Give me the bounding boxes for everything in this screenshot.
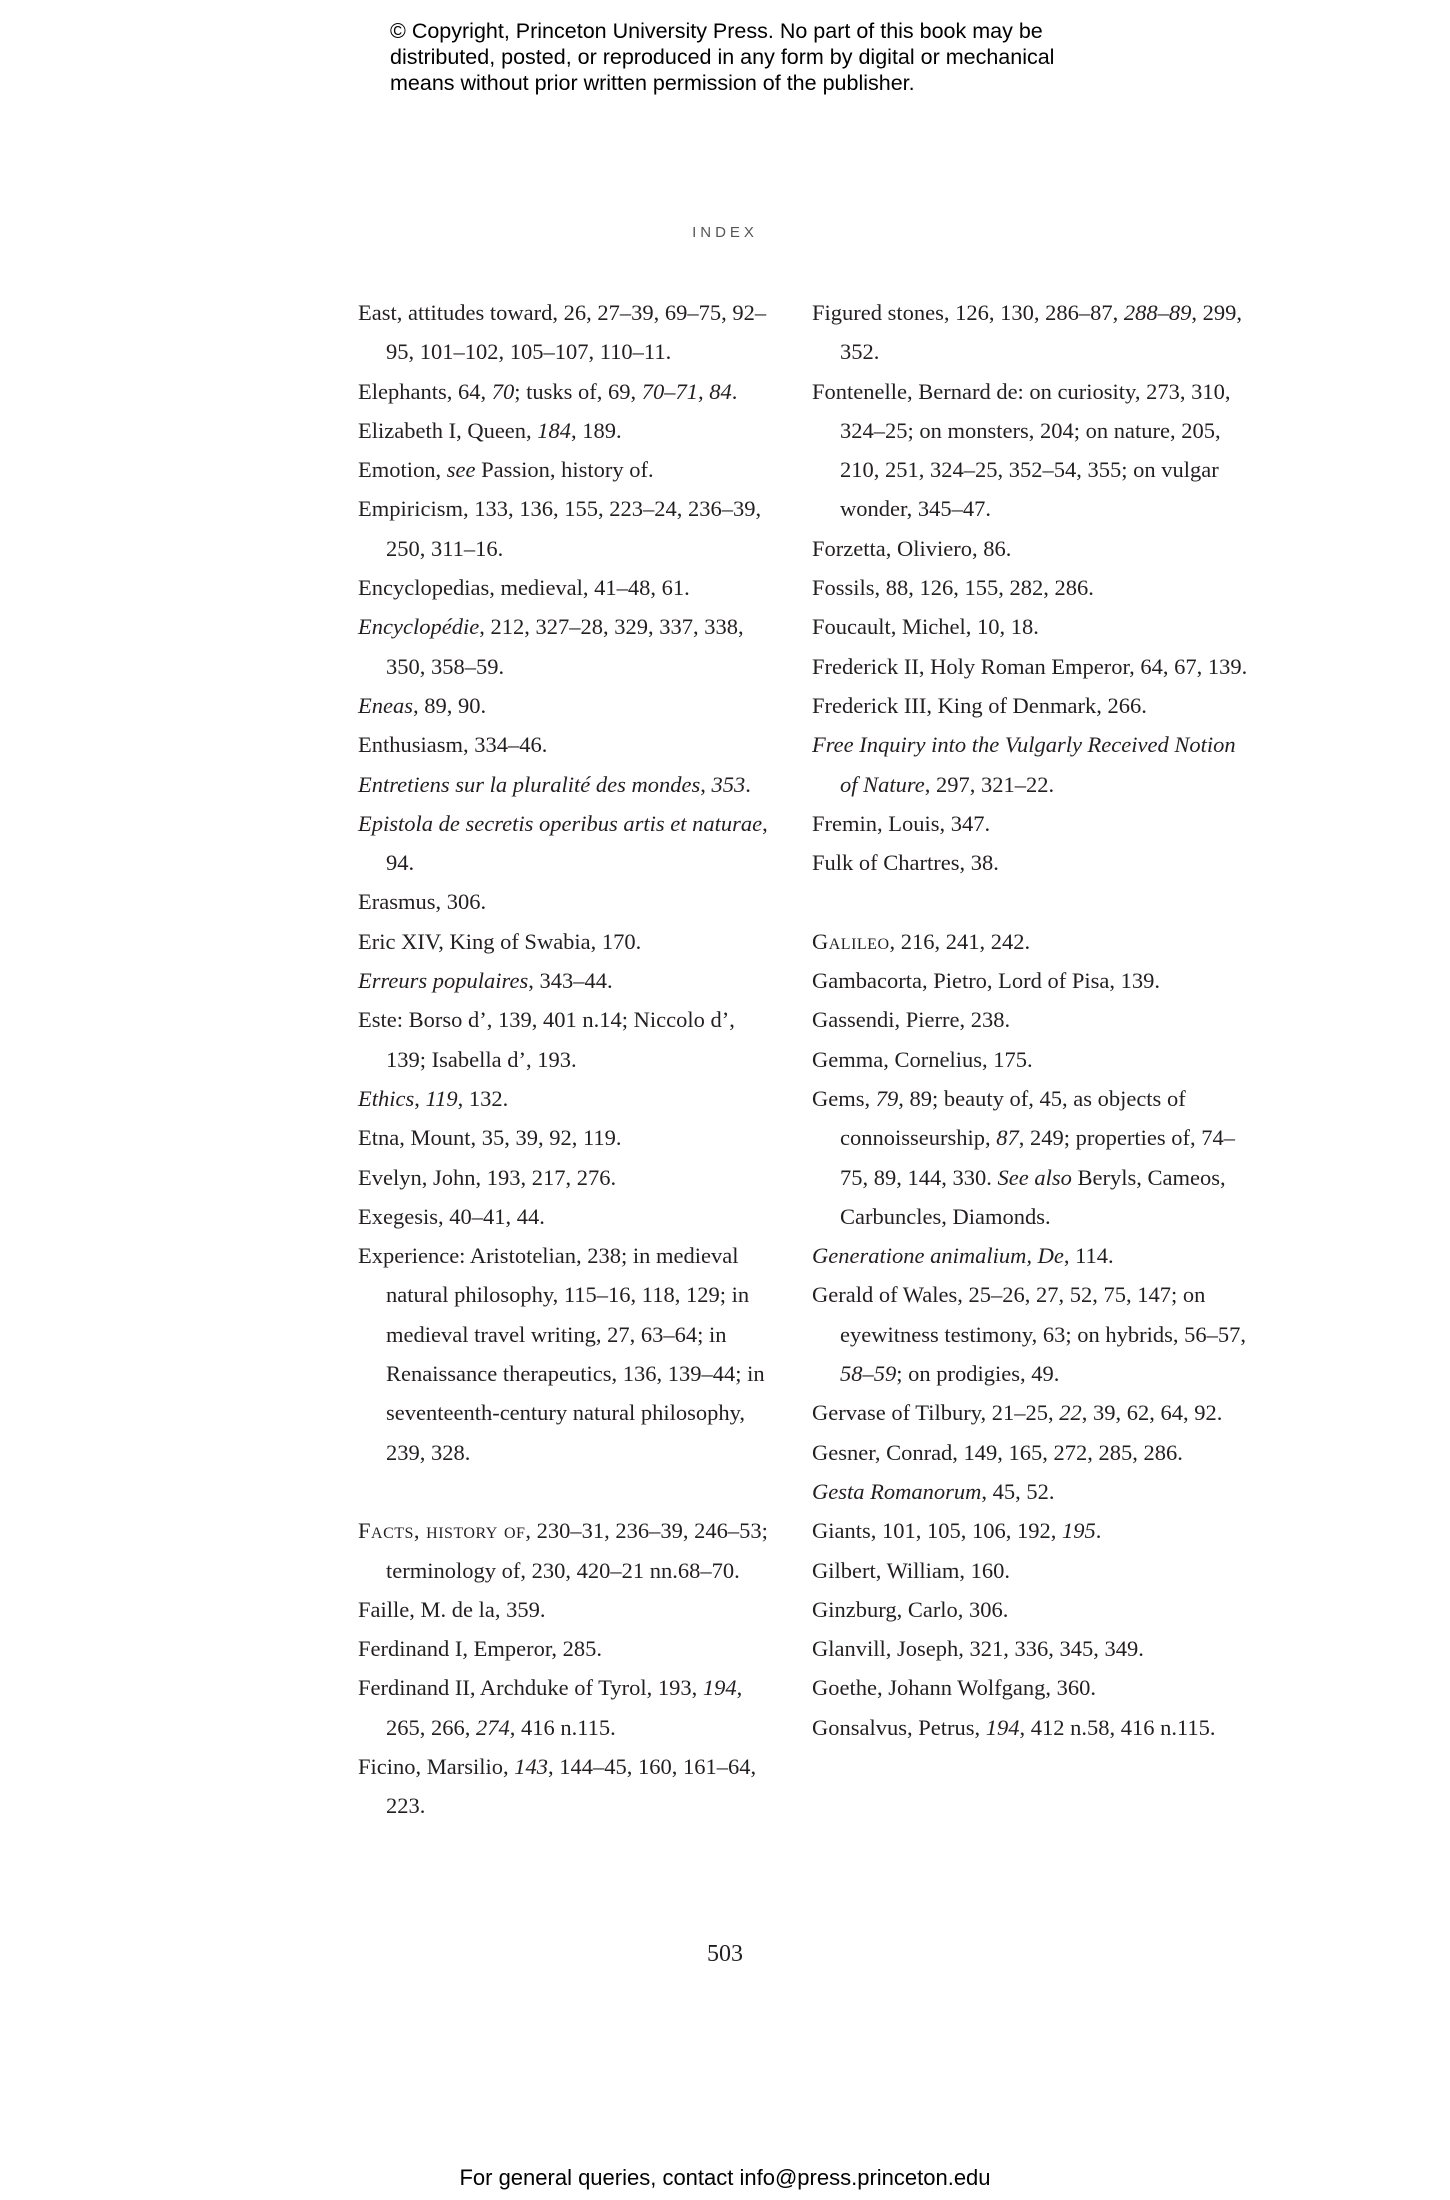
index-entry — [358, 568, 778, 607]
index-entry — [812, 1511, 1252, 1550]
index-entry — [358, 1747, 778, 1826]
index-entry-text: 70 — [491, 378, 515, 404]
index-entry-text: Ficino, Marsilio, — [358, 1753, 515, 1779]
index-entry-text: 353 — [711, 771, 746, 797]
index-entry — [358, 1511, 778, 1590]
index-entry-text: Faille, M. de la, 359. — [358, 1596, 546, 1622]
index-entry-text: Gilbert, William, 160. — [812, 1557, 1011, 1583]
index-entry-text: Goethe, Johann Wolfgang, 360. — [812, 1675, 1096, 1701]
index-entry-text: , 297, 321–22. — [924, 771, 1055, 797]
index-entry-text: , 132. — [457, 1085, 509, 1111]
index-entry — [812, 1551, 1252, 1590]
index-entry-text: Ferdinand I, Emperor, 285. — [358, 1636, 603, 1662]
index-entry-text: Ethics — [358, 1085, 415, 1111]
index-entry-text: 70–71, 84 — [641, 378, 732, 404]
index-entry-text: 194 — [702, 1675, 737, 1701]
index-entry-text: Gambacorta, Pietro, Lord of Pisa, 139. — [812, 968, 1161, 994]
index-entry-text: 194 — [985, 1714, 1020, 1740]
index-entry-text: Elizabeth I, Queen, — [358, 417, 538, 443]
index-entry-text: Etna, Mount, 35, 39, 92, 119. — [358, 1125, 622, 1151]
running-head: INDEX — [692, 224, 758, 241]
index-entry — [812, 607, 1252, 646]
index-entry-text: Gervase of Tilbury, 21–25, — [812, 1400, 1060, 1426]
index-entry-text: , 299, 352. — [840, 300, 1242, 365]
index-entry-text: Evelyn, John, 193, 217, 276. — [358, 1164, 617, 1190]
index-entry — [812, 1000, 1252, 1039]
index-entry — [812, 1236, 1252, 1275]
index-entry-text: Ferdinand II, Archduke of Tyrol, 193, — [358, 1675, 703, 1701]
index-entry-text: Beryls, Cameos, Carbuncles, Diamonds. — [840, 1164, 1226, 1229]
index-entry — [812, 686, 1252, 725]
index-entry-text: . — [1095, 1518, 1102, 1544]
index-entry — [358, 1000, 778, 1079]
index-entry — [358, 882, 778, 921]
index-entry — [812, 1079, 1252, 1236]
index-entry — [812, 1275, 1252, 1393]
index-entry-text: 119 — [425, 1085, 458, 1111]
index-entry-text: Encyclopédie — [358, 614, 480, 640]
index-entry-text: , 89, 90. — [413, 692, 487, 718]
index-entry-text: Gems, — [812, 1085, 876, 1111]
index-entry-text: Gassendi, Pierre, 238. — [812, 1007, 1011, 1033]
index-entry-text: Generatione animalium, De — [812, 1243, 1064, 1269]
index-entry-text: , — [414, 1085, 426, 1111]
index-entry-text: Erreurs populaires — [358, 968, 529, 994]
index-entry — [812, 922, 1252, 961]
index-entry-text: 288–89 — [1123, 300, 1192, 325]
index-entry — [358, 1236, 778, 1472]
index-entry-text: ; tusks of, 69, — [514, 378, 642, 404]
index-entry — [358, 411, 778, 450]
index-entry — [812, 843, 1252, 882]
index-entry-text: Epistola de secretis operibus artis et naturae — [358, 810, 763, 836]
index-entry-text: . — [745, 771, 751, 797]
index-entry — [812, 1393, 1252, 1432]
index-entry-text: Galileo — [812, 928, 890, 954]
index-entry-text: Este: Borso d’, 139, 401 n.14; Niccolo d’, 139; Isabella d’, 193. — [358, 1007, 735, 1072]
index-entry — [812, 293, 1252, 372]
index-entry — [358, 1118, 778, 1157]
index-entry — [358, 450, 778, 489]
index-entry-text: See also — [997, 1164, 1072, 1190]
index-entry — [812, 372, 1252, 529]
index-entry — [358, 1079, 778, 1118]
index-entry-text: Fossils, 88, 126, 155, 282, 286. — [812, 575, 1094, 601]
index-entry-text: ; on prodigies, 49. — [896, 1361, 1060, 1387]
index-entry — [812, 804, 1252, 843]
index-entry-text: Fulk of Chartres, 38. — [812, 850, 999, 876]
copyright-line: distributed, posted, or reproduced in any form by digital or mechanical — [390, 45, 1055, 69]
index-entry-text: , — [700, 771, 712, 797]
index-entry-text: 184 — [537, 417, 572, 443]
index-entry-text: Empiricism, 133, 136, 155, 223–24, 236–39, 250, 311–16. — [358, 496, 762, 561]
index-entry-text: Forzetta, Oliviero, 86. — [812, 535, 1012, 561]
index-entry-text: Fontenelle, Bernard de: on curiosity, 273, 310, 324–25; on monsters, 204; on nature, 205, 210, 251, 324–25, 352–54, 355; on vulgar wonder, 345–47. — [812, 378, 1231, 522]
index-entry-text: 22 — [1059, 1400, 1082, 1426]
index-entry-text: Eneas — [358, 692, 413, 718]
index-column-left — [358, 293, 778, 1826]
index-entry-text: Figured stones, 126, 130, 286–87, — [812, 300, 1124, 325]
index-entry-text: Ginzburg, Carlo, 306. — [812, 1596, 1009, 1622]
index-entry — [812, 1433, 1252, 1472]
index-entry-text: , 265, 266, — [386, 1675, 743, 1740]
index-entry-text: Gesta Romanorum — [812, 1478, 982, 1504]
index-entry-text: Gesner, Conrad, 149, 165, 272, 285, 286. — [812, 1439, 1183, 1465]
index-entry-text: Experience: Aristotelian, 238; in medieval natural philosophy, 115–16, 118, 129; in medieval travel writing, 27, 63–64; in Renaissance therapeutics, 136, 139–44; in seventeenth-century natural philosophy, 239, 328. — [358, 1243, 765, 1465]
index-entry-text: Free Inquiry into the Vulgarly Received Notion of Nature — [812, 732, 1236, 797]
index-entry-text: Gerald of Wales, 25–26, 27, 52, 75, 147; on eyewitness testimony, 63; on hybrids, 56–57, — [812, 1282, 1247, 1347]
index-entry-text: Encyclopedias, medieval, 41–48, 61. — [358, 575, 690, 601]
index-entry-text: 79 — [875, 1085, 899, 1111]
index-entry — [358, 489, 778, 568]
index-entry — [358, 293, 778, 372]
index-entry — [812, 1629, 1252, 1668]
index-entry-text: , 189. — [571, 417, 622, 443]
index-entry-text: 143 — [514, 1753, 548, 1779]
index-entry-text: . — [731, 378, 738, 404]
index-entry-text: , 144–45, 160, 161–64, 223. — [386, 1753, 757, 1819]
index-entry — [358, 961, 778, 1000]
index-entry — [358, 1197, 778, 1236]
index-entry-text: East, attitudes toward, 26, 27–39, 69–75, 92–95, 101–102, 105–107, 110–11. — [358, 300, 767, 365]
index-entry-text: 195 — [1062, 1518, 1096, 1544]
letter-group-gap — [358, 1472, 778, 1511]
copyright-line: © Copyright, Princeton University Press. No part of this book may be — [390, 19, 1043, 43]
index-entry — [358, 1629, 778, 1668]
letter-group-gap — [812, 882, 1252, 921]
index-entry — [358, 804, 778, 883]
index-entry — [812, 529, 1252, 568]
index-entry-text: Giants, 101, 105, 106, 192, — [812, 1518, 1062, 1544]
footer-contact: For general queries, contact info@press.princeton.edu — [459, 2165, 991, 2190]
index-entry-text: Gonsalvus, Petrus, — [812, 1714, 986, 1740]
index-entry-text: Foucault, Michel, 10, 18. — [812, 614, 1039, 640]
index-entry-text: , 412 n.58, 416 n.115. — [1019, 1714, 1216, 1740]
index-entry-text: Eric XIV, King of Swabia, 170. — [358, 928, 642, 954]
index-entry-text: 274 — [476, 1714, 510, 1740]
index-entry-text: Exegesis, 40–41, 44. — [358, 1203, 545, 1229]
index-entry-text: , 416 n.115. — [509, 1714, 616, 1740]
index-entry-text: Emotion, — [358, 457, 447, 483]
index-entry-text: see — [446, 457, 476, 483]
index-entry — [812, 1040, 1252, 1079]
index-entry-text: , 114. — [1063, 1243, 1114, 1269]
index-entry — [358, 686, 778, 725]
index-column-right — [812, 293, 1252, 1747]
index-entry-text: 58–59 — [840, 1361, 897, 1387]
index-entry — [358, 725, 778, 764]
copyright-notice — [390, 18, 1150, 96]
index-entry — [812, 647, 1252, 686]
index-entry-text: , 230–31, 236–39, 246–53; terminology of, 230, 420–21 nn.68–70. — [386, 1518, 768, 1583]
index-entry-text: Enthusiasm, 334–46. — [358, 732, 548, 758]
page-number: 503 — [707, 1941, 743, 1967]
index-entry-text: , 343–44. — [528, 968, 613, 994]
copyright-line: means without prior written permission of the publisher. — [390, 71, 915, 95]
index-entry-text: Elephants, 64, — [358, 378, 492, 404]
index-entry — [358, 372, 778, 411]
index-entry-text: , 212, 327–28, 329, 337, 338, 350, 358–59. — [386, 614, 744, 679]
index-entry-text: Glanvill, Joseph, 321, 336, 345, 349. — [812, 1636, 1144, 1662]
index-entry — [358, 1590, 778, 1629]
index-entry — [358, 607, 778, 686]
index-entry — [358, 1668, 778, 1747]
index-entry-text: , 89; beauty of, 45, as objects of connoisseurship, — [840, 1085, 1186, 1151]
index-entry — [812, 1590, 1252, 1629]
index-entry — [358, 765, 778, 804]
index-entry — [358, 1158, 778, 1197]
index-entry-text: , 45, 52. — [981, 1478, 1055, 1504]
index-entry — [812, 1708, 1252, 1747]
index-entry-text: Frederick II, Holy Roman Emperor, 64, 67, 139. — [812, 653, 1248, 679]
index-entry — [358, 922, 778, 961]
index-entry-text: Passion, history of. — [475, 457, 654, 483]
index-entry-text: 87 — [996, 1125, 1019, 1151]
index-entry — [812, 1668, 1252, 1707]
index-entry-text: , 39, 62, 64, 92. — [1081, 1400, 1223, 1426]
index-entry — [812, 568, 1252, 607]
index-entry — [812, 961, 1252, 1000]
index-entry-text: Facts, history of — [358, 1518, 526, 1544]
index-entry-text: , 249; properties of, 74–75, 89, 144, 330. — [840, 1125, 1235, 1190]
index-entry-text: Fremin, Louis, 347. — [812, 810, 991, 836]
index-entry-text: Erasmus, 306. — [358, 889, 487, 915]
index-entry-text: Entretiens sur la pluralité des mondes — [358, 771, 701, 797]
index-entry — [812, 725, 1252, 804]
index-entry-text: , 94. — [386, 810, 768, 876]
index-entry — [812, 1472, 1252, 1511]
index-entry-text: Frederick III, King of Denmark, 266. — [812, 692, 1147, 718]
index-entry-text: Gemma, Cornelius, 175. — [812, 1046, 1033, 1072]
index-entry-text: , 216, 241, 242. — [889, 928, 1031, 954]
